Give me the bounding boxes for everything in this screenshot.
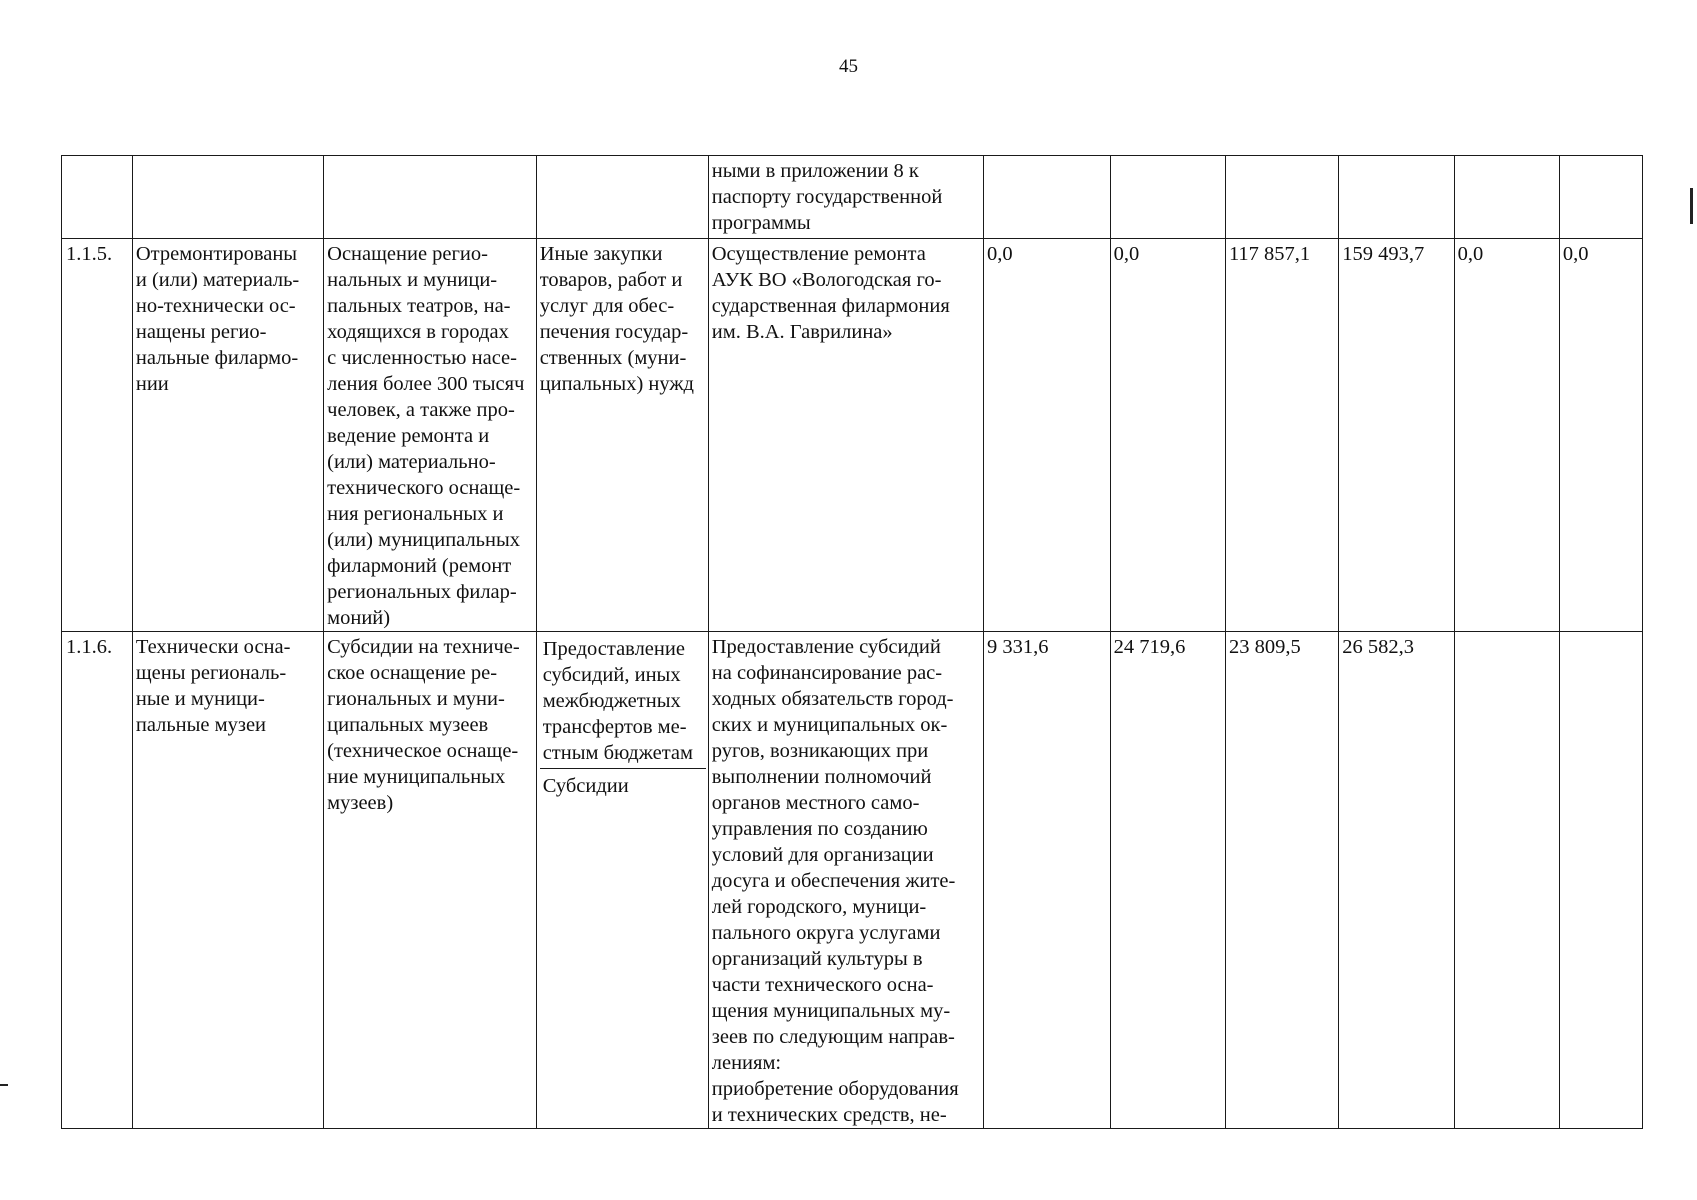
row-value-6: 0,0 (1559, 239, 1642, 632)
table-row-1-1-5 (62, 239, 1643, 632)
cell-description: ными в приложении 8 к паспорту государственной программы (708, 156, 983, 239)
row-result: Технически осна- щены региональ- ные и муници- пальные музеи (132, 632, 323, 1129)
cell-value (1339, 156, 1454, 239)
row-value-4: 159 493,7 (1339, 239, 1454, 632)
row-value-4: 26 582,3 (1339, 632, 1454, 1129)
row-result: Отремонтированы и (или) материаль- но-технически ос- нащены регио- нальные филармо- нии (132, 239, 323, 632)
expense-type-sub: Субсидии (542, 775, 629, 797)
cell-num (62, 156, 133, 239)
scan-edge-mark (1690, 188, 1693, 224)
row-value-3: 117 857,1 (1225, 239, 1338, 632)
scan-edge-mark (0, 1084, 8, 1086)
cell-value (1559, 156, 1642, 239)
row-value-3: 23 809,5 (1225, 632, 1338, 1129)
row-measure: Оснащение регио- нальных и муници- пальных театров, на- ходящихся в городах с численностью насе- ления более 300 тысяч человек, а также про- ведение ремонта и (или) материально- технического оснаще- ния региональных и (или) муниципальных филармоний (ремонт региональных филар- моний) (324, 239, 537, 632)
program-activities-table (61, 155, 1643, 1129)
cell-value (984, 156, 1111, 239)
row-value-2: 0,0 (1110, 239, 1225, 632)
row-value-5: 0,0 (1454, 239, 1559, 632)
row-expense-type: Иные закупки товаров, работ и услуг для обес- печения государ- ственных (муни- ципальных) нужд (536, 239, 708, 632)
table-row-1-1-6 (62, 632, 1643, 1129)
cell-value (1225, 156, 1338, 239)
cell-measure (324, 156, 537, 239)
cell-value (1454, 156, 1559, 239)
cell-value (1110, 156, 1225, 239)
row-description: Предоставление субсидий на софинансирование рас- ходных обязательств город- ских и муниципальных ок- ругов, возникающих при выполнении полномочий органов местного само- управления по созданию условий для организации досуга и обеспечения жите- лей городского, муници- пального округа услугами организаций культуры в части технического осна- щения муниципальных му- зеев по следующим направ- лениям: приобретение оборудования и технических средств, не- (708, 632, 983, 1129)
table-row-continuation (62, 156, 1643, 239)
expense-type-main: Предоставление субсидий, иных межбюджетных трансфертов ме- стным бюджетам (540, 634, 706, 769)
page-number: 45 (839, 56, 858, 77)
row-value-2: 24 719,6 (1110, 632, 1225, 1129)
row-value-6 (1559, 632, 1642, 1129)
row-value-5 (1454, 632, 1559, 1129)
cell-result (132, 156, 323, 239)
row-expense-type (536, 632, 708, 1129)
row-number: 1.1.6. (62, 632, 133, 1129)
row-description: Осуществление ремонта АУК ВО «Вологодская го- сударственная филармония им. В.А. Гаврилина» (708, 239, 983, 632)
row-measure: Субсидии на техниче- ское оснащение ре- гиональных и муни- ципальных музеев (техническое оснаще- ние муниципальных музеев) (324, 632, 537, 1129)
row-value-1: 0,0 (984, 239, 1111, 632)
row-number: 1.1.5. (62, 239, 133, 632)
cell-type (536, 156, 708, 239)
row-value-1: 9 331,6 (984, 632, 1111, 1129)
